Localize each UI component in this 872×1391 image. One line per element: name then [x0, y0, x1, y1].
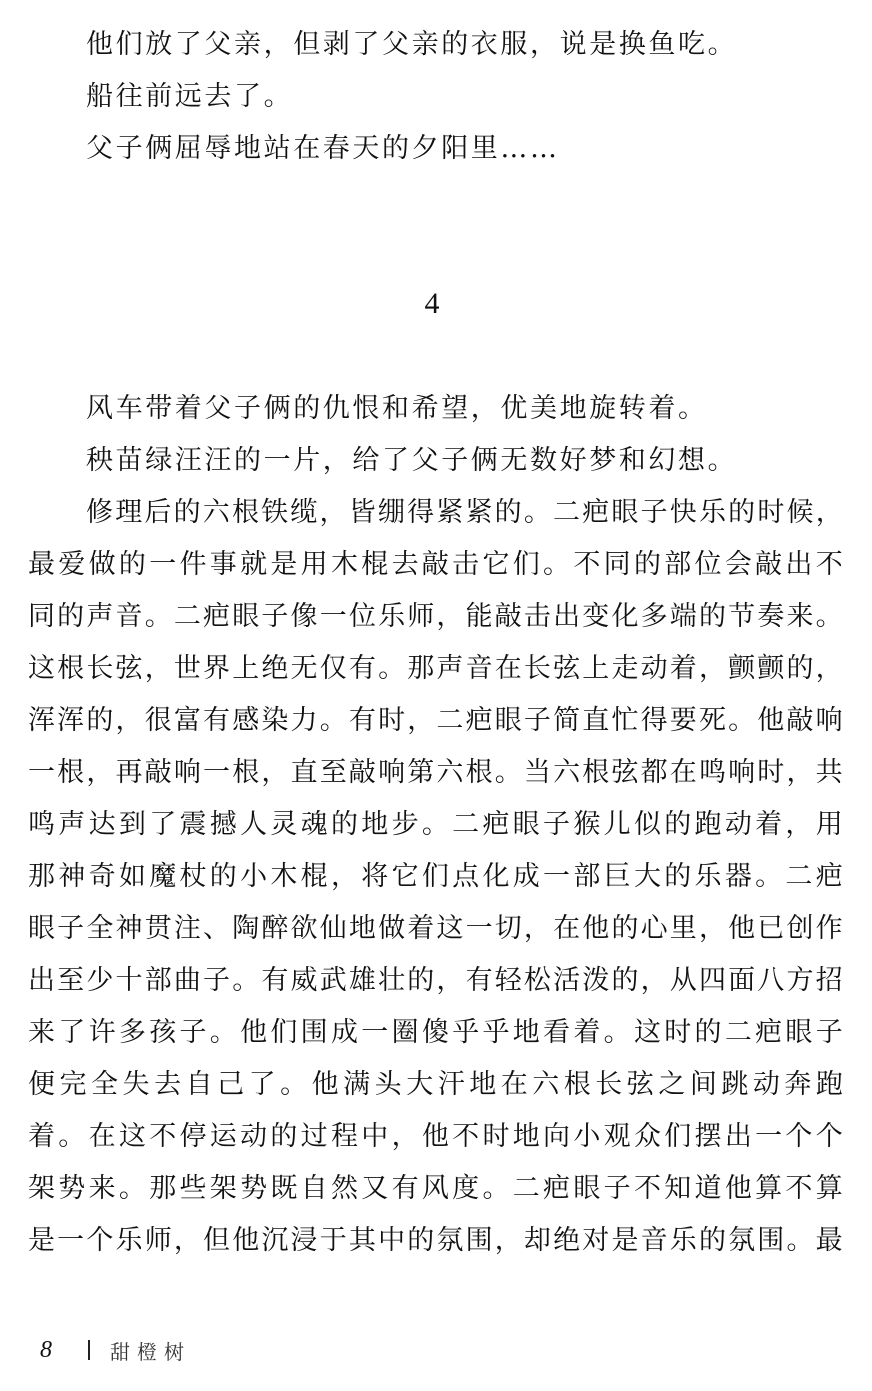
paragraph-line: 船往前远去了。	[86, 81, 294, 112]
paragraph-line: 修 理 后 的 六 根 铁 缆 ， 皆 绷 得 紧 紧 的 。 二 疤 眼 子 快 乐 的 时 候 ，	[86, 497, 843, 528]
paragraph-line: 架 势 来 。 那 些 架 势 既 自 然 又 有 风 度 。 二 疤 眼 子 不 知 道 他 算 不 算	[28, 1173, 843, 1204]
paragraph-line: 来 了 许 多 孩 子 。 他 们 围 成 一 圈 傻 乎 乎 地 看 着 。 这 时 的 二 疤 眼 子	[28, 1017, 843, 1048]
section-number: 4	[424, 287, 440, 320]
page-number: 8	[40, 1336, 52, 1363]
paragraph-line: 秧苗绿汪汪的一片，给了父子俩无数好梦和幻想。	[86, 445, 738, 476]
page-footer	[40, 1332, 191, 1368]
paragraph-line: 着 。 在 这 不 停 运 动 的 过 程 中 ， 他 不 时 地 向 小 观 众 们 摆 出 一 个 个	[28, 1121, 843, 1152]
paragraph-line: 鸣 声 达 到 了 震 撼 人 灵 魂 的 地 步 。 二 疤 眼 子 猴 儿 似 的 跑 动 着 ， 用	[28, 809, 843, 840]
paragraph-line: 那 神 奇 如 魔 杖 的 小 木 棍 ， 将 它 们 点 化 成 一 部 巨 大 的 乐 器 。 二 疤	[28, 861, 843, 892]
paragraph-line: 出 至 少 十 部 曲 子 。 有 威 武 雄 壮 的 ， 有 轻 松 活 泼 的 ， 从 四 面 八 方 招	[28, 965, 843, 996]
paragraph-line: 这 根 长 弦 ， 世 界 上 绝 无 仅 有 。 那 声 音 在 长 弦 上 走 动 着 ， 颤 颤 的 ，	[28, 653, 843, 684]
book-title: 甜橙树	[110, 1339, 191, 1364]
paragraph-line: 浑 浑 的 ， 很 富 有 感 染 力 。 有 时 ， 二 疤 眼 子 简 直 忙 得 要 死 。 他 敲 响	[28, 705, 843, 736]
paragraph-line: 是 一 个 乐 师 ， 但 他 沉 浸 于 其 中 的 氛 围 ， 却 绝 对 是 音 乐 的 氛 围 。 最	[28, 1225, 843, 1256]
paragraph-line: 同 的 声 音 。 二 疤 眼 子 像 一 位 乐 师 ， 能 敲 击 出 变 化 多 端 的 节 奏 来 。	[28, 601, 843, 632]
paragraph-line: 他们放了父亲，但剥了父亲的衣服，说是换鱼吃。	[86, 29, 738, 60]
paragraph-line: 风车带着父子俩的仇恨和希望，优美地旋转着。	[86, 393, 708, 424]
paragraph-line: 便 完 全 失 去 自 己 了 。 他 满 头 大 汗 地 在 六 根 长 弦 之 间 跳 动 奔 跑	[28, 1069, 843, 1100]
footer-divider	[88, 1340, 90, 1360]
paragraph-line: 父子俩屈辱地站在春天的夕阳里……	[86, 133, 560, 164]
paragraph-line: 一 根 ， 再 敲 响 一 根 ， 直 至 敲 响 第 六 根 。 当 六 根 弦 都 在 鸣 响 时 ， 共	[28, 757, 843, 788]
paragraph-line: 眼 子 全 神 贯 注 、 陶 醉 欲 仙 地 做 着 这 一 切 ， 在 他 的 心 里 ， 他 已 创 作	[28, 913, 843, 944]
paragraph-line: 最 爱 做 的 一 件 事 就 是 用 木 棍 去 敲 击 它 们 。 不 同 的 部 位 会 敲 出 不	[28, 549, 843, 580]
